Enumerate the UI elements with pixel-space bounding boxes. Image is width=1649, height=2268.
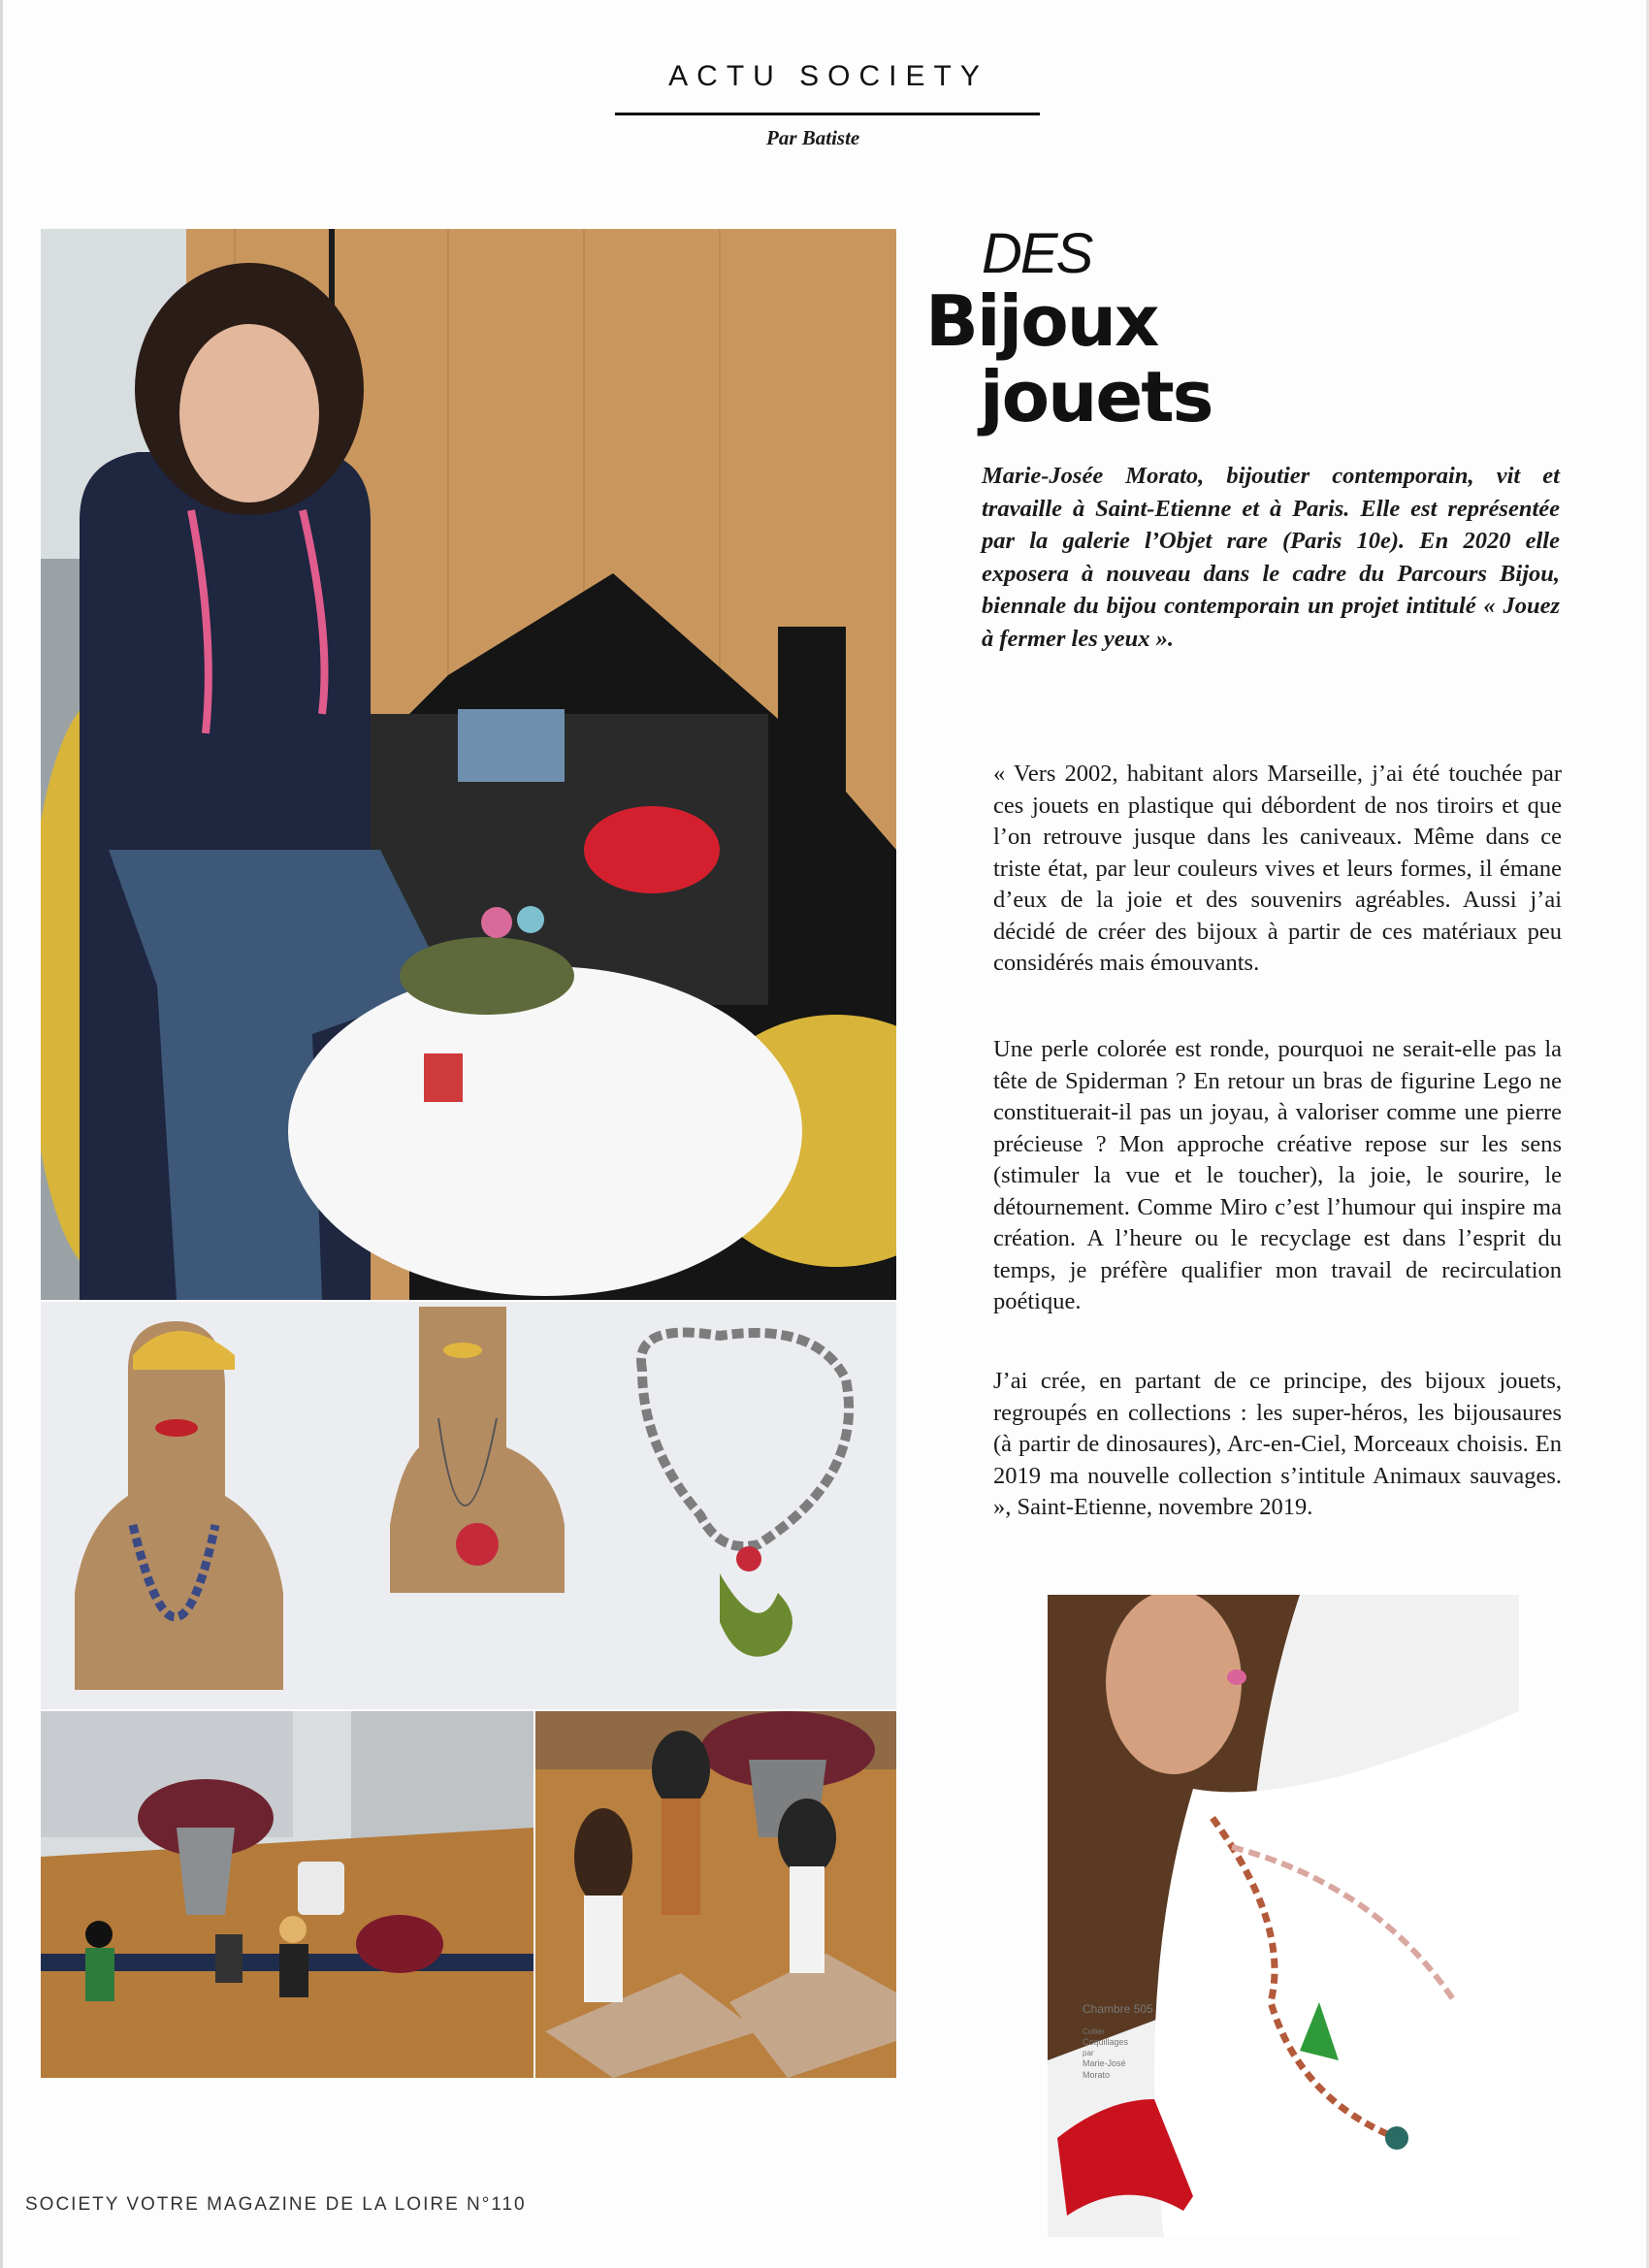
photo-caption-line: Collier [1083,2027,1105,2036]
section-title: ACTU SOCIETY [668,60,988,92]
header-rule [615,113,1040,115]
photo-caption-line: par [1083,2049,1094,2057]
photo-caption-line: Coquillages [1083,2037,1129,2047]
headline-line-1: Bijoux [925,280,1158,362]
photo-figurines-table [535,1711,896,2078]
page-footer: SOCIETY VOTRE MAGAZINE DE LA LOIRE N°110 [25,2194,527,2215]
photo-model-necklace [1048,1595,1519,2237]
article-paragraph-3: J’ai crée, en partant de ce principe, des bijoux jouets, regroupés en collections : les super-héros, les bijousaures (à partir de dinosaures), Arc-en-Ciel, Morceaux choisis. En 2019 ma nouvelle collection s’intitule Animaux sauvages. », Saint-Etienne, novembre 2019. [993,1368,1562,1520]
photo-caption-line: Marie-José [1083,2058,1126,2068]
headline-title [925,280,1212,437]
byline: Par Batiste [766,126,860,149]
photo-caption-line: Morato [1083,2070,1111,2080]
article-intro: Marie-Josée Morato, bijoutier contemporain, vit et travaille à Saint-Etienne et à Paris. Elle est représentée par la galerie l’Objet rare (Paris 10e). En 2020 elle exposera à nouveau dans le cadre du Parcours Bijou, biennale du bijou contemporain un projet intitulé « Jouez à fermer les yeux ». [982,463,1560,652]
photo-artist-portrait [41,229,896,1300]
article-paragraph-1: « Vers 2002, habitant alors Marseille, j’ai été touchée par ces jouets en plastique qui débordent de nos tiroirs et que l’on retrouve jusque dans les caniveaux. Même dans ce triste état, par leur couleurs vives et leurs formes, il émane d’eux de la joie et des souvenirs agréables. Aussi j’ai décidé de créer des bijoux à partir de ces matériaux peu considérés mais émouvants. [993,761,1562,976]
headline-kicker: DES [982,222,1092,285]
photo-necklace-displays [41,1302,896,1709]
headline-line-2: jouets [980,356,1212,437]
article-paragraph-2: Une perle colorée est ronde, pourquoi ne serait-elle pas la tête de Spiderman ? En retour un bras de figurine Lego ne constituerait-il pas un joyau, à valoriser comme une pierre précieuse ? Mon approche créative repose sur les sens (stimuler la vue et le toucher), la joie, le sourire, le détournement. Comme Miro c’est l’humour qui inspire ma création. A l’heure ou le recyclage est dans l’esprit du temps, je préfère qualifier mon travail de recirculation poétique. [993,1036,1562,1314]
photo-figurines-cafe [41,1711,534,2078]
photo-caption-title: Chambre 505 [1083,2002,1153,2016]
